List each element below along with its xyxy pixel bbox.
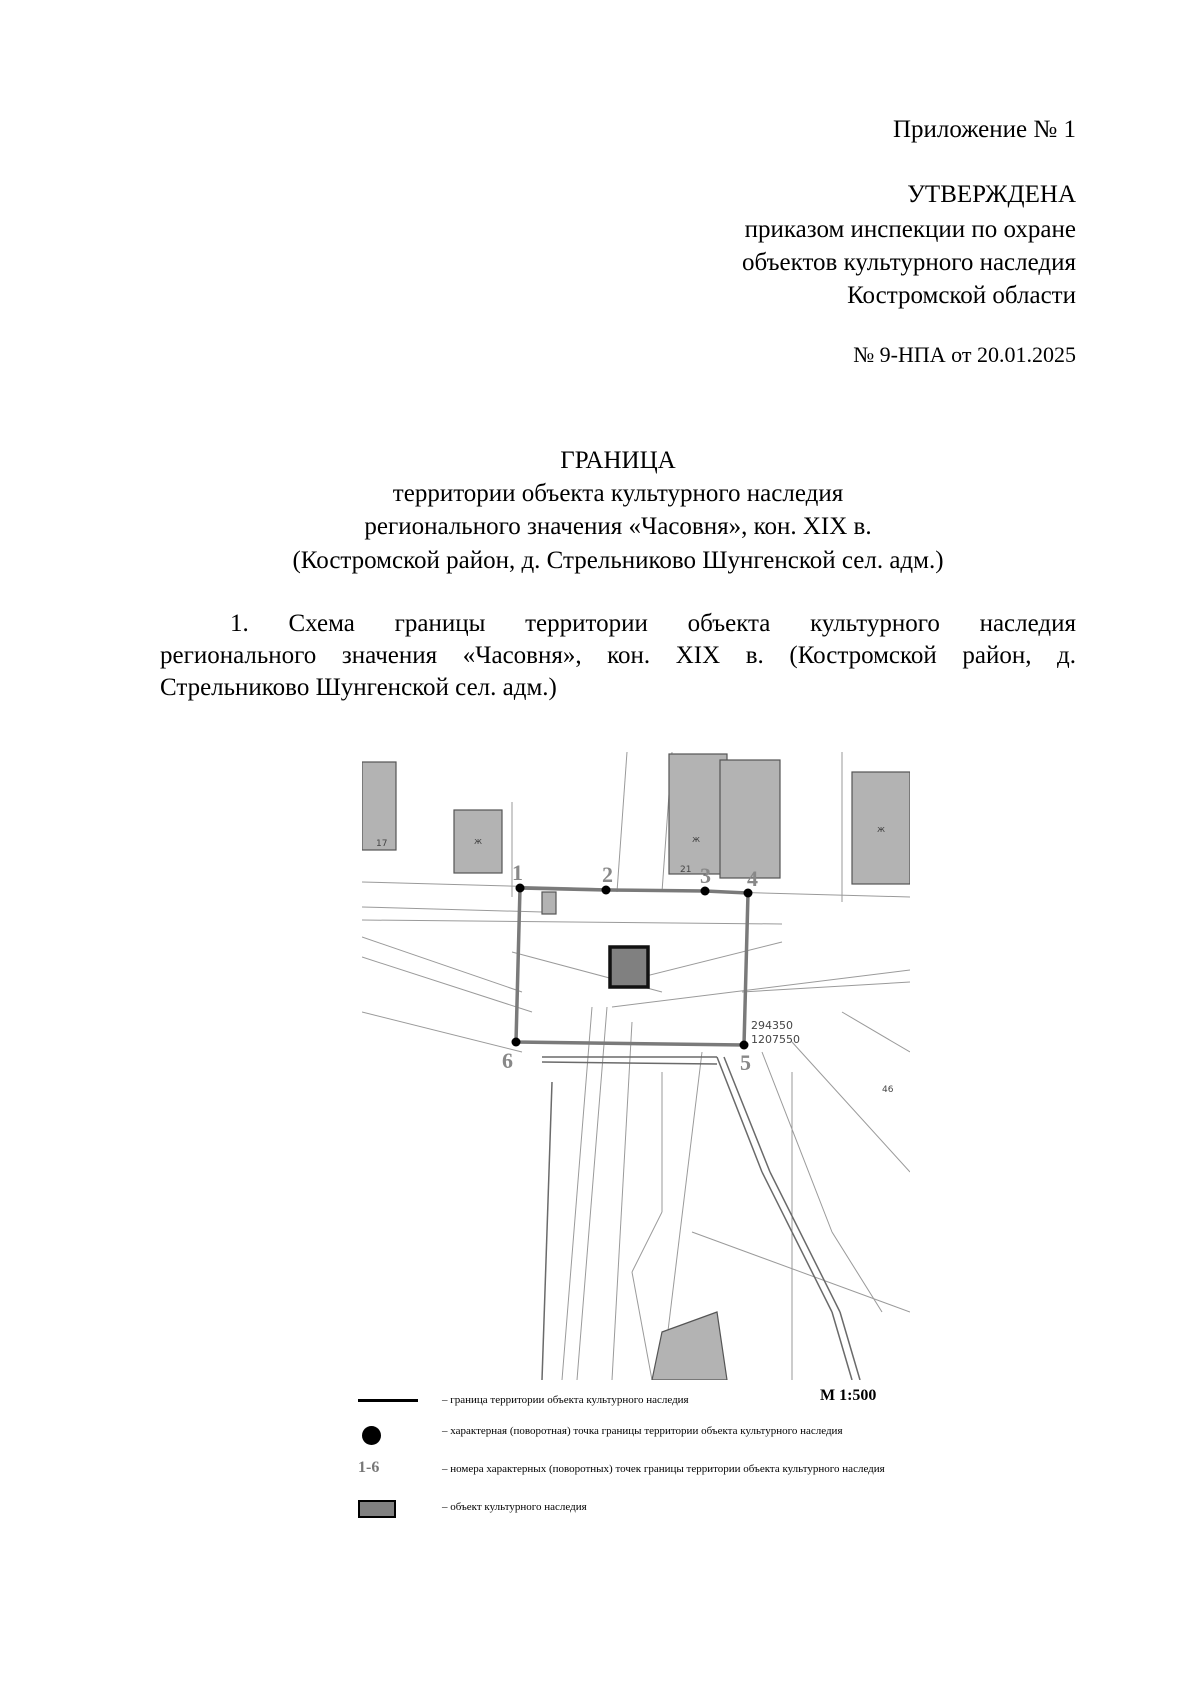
plot-number: 46	[882, 1085, 894, 1095]
building-label: ж	[877, 825, 886, 835]
title-line-3: (Костромской район, д. Стрельниково Шунгенской сел. адм.)	[292, 547, 944, 574]
building-label: ж	[692, 835, 701, 845]
legend-text: – номера характерных (поворотных) точек границы территории объекта культурного наследия	[442, 1463, 885, 1475]
title-line-1: территории объекта культурного наследия	[392, 480, 844, 507]
legend-row-object	[358, 1498, 918, 1524]
building	[669, 754, 727, 874]
legend-row-point	[358, 1424, 918, 1458]
order-reference: № 9-НПА от 20.01.2025	[853, 342, 1076, 367]
building	[720, 760, 780, 878]
turning-point	[512, 1038, 521, 1047]
coordinate-label: 294350	[751, 1019, 793, 1032]
map-svg	[362, 752, 910, 1380]
heritage-object	[610, 947, 648, 987]
point-number: 1	[512, 860, 523, 885]
turning-point	[740, 1041, 749, 1050]
legend-number-symbol: 1-6	[358, 1459, 380, 1476]
point-number: 6	[502, 1048, 513, 1073]
boundary-scheme-map	[362, 752, 910, 1380]
legend-text: – объект культурного наследия	[442, 1501, 587, 1513]
legend-row-numbers	[358, 1459, 918, 1496]
legend-dot-symbol	[362, 1426, 381, 1445]
section-1-line-1: 1. Схема границы территории объекта культурного наследия	[230, 610, 1076, 637]
point-number: 4	[747, 866, 758, 891]
title-line-2: регионального значения «Часовня», кон. XIX в.	[364, 513, 872, 540]
point-number: 2	[602, 862, 613, 887]
legend-line-symbol	[358, 1399, 418, 1402]
approved-by-line-1: приказом инспекции по охране	[744, 216, 1076, 243]
section-1-line-2: регионального значения «Часовня», кон. XIX в. (Костромской район, д.	[160, 642, 1076, 669]
building-label: ж	[474, 837, 483, 847]
section-1-line-3: Стрельниково Шунгенской сел. адм.)	[160, 674, 557, 701]
section-1-paragraph	[160, 608, 1076, 704]
approved-by-line-2: объектов культурного наследия	[742, 249, 1076, 276]
map-legend	[358, 1387, 918, 1540]
approved-by-line-3: Костромской области	[847, 282, 1076, 309]
coordinate-label: 1207550	[751, 1033, 800, 1046]
building	[362, 762, 396, 850]
legend-text: – граница территории объекта культурного наследия	[442, 1394, 689, 1406]
legend-row-boundary	[358, 1387, 918, 1412]
plot-number: 17	[376, 839, 388, 849]
legend-text: – характерная (поворотная) точка границы территории объекта культурного наследия	[442, 1425, 843, 1437]
appendix-label: Приложение № 1	[892, 116, 1076, 143]
legend-square-symbol	[358, 1500, 396, 1518]
document-heading: ГРАНИЦА	[560, 447, 676, 474]
point-number: 5	[740, 1050, 751, 1075]
building	[542, 892, 556, 914]
approved-label: УТВЕРЖДЕНА	[907, 181, 1076, 208]
point-number: 3	[700, 863, 711, 888]
map-scale: М 1:500	[820, 1387, 877, 1404]
plot-number: 21	[680, 865, 692, 875]
